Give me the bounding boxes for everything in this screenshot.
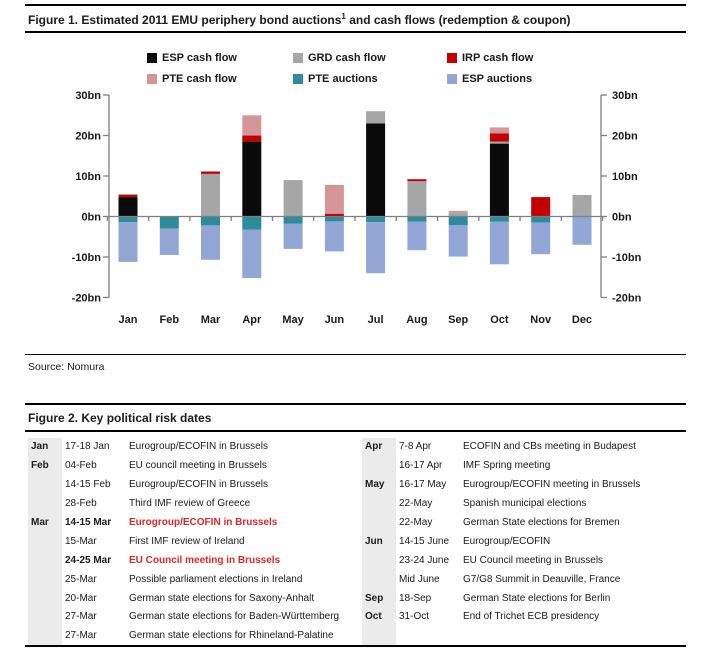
event-cell: Eurogroup/ECOFIN in Brussels <box>129 517 278 528</box>
risk-dates-table-left <box>25 438 357 646</box>
table-row <box>359 551 703 570</box>
event-cell: German state elections for Saxony-Anhalt <box>129 592 315 604</box>
bar-segment-esp-auctions <box>119 222 138 262</box>
month-cell: May <box>365 479 385 491</box>
y-axis-label-left: -20bn <box>71 292 101 305</box>
date-cell: 18-Sep <box>399 592 432 604</box>
bar-segment-pte-auctions <box>119 217 138 223</box>
event-cell: Eurogroup/ECOFIN in Brussels <box>129 441 268 453</box>
table-row <box>25 438 357 457</box>
event-cell: Eurogroup/ECOFIN in Brussels <box>129 479 268 491</box>
date-cell: 15-Mar <box>65 535 97 547</box>
y-axis-label-right: 10bn <box>612 171 638 183</box>
y-axis-label-left: 10bn <box>75 171 101 183</box>
bar-segment-pte-cash-flow <box>325 185 344 214</box>
month-cell: Sep <box>365 592 384 604</box>
axis-labels <box>72 90 642 326</box>
table-row <box>25 495 357 514</box>
month-cell: Feb <box>31 460 49 472</box>
y-axis-label-left: 30bn <box>75 90 101 102</box>
date-cell: Mid June <box>399 573 440 585</box>
table-row <box>359 532 703 551</box>
table-row <box>25 532 357 551</box>
bar-segment-esp-auctions <box>160 229 179 255</box>
x-axis-label: Dec <box>571 314 593 326</box>
bar-segment-pte-cash-flow <box>449 211 468 213</box>
top-rule <box>25 4 686 6</box>
date-cell: 14-15 June <box>399 535 450 547</box>
bar-segment-esp-cash-flow <box>242 142 261 217</box>
y-axis-label-left: 0bn <box>81 211 101 224</box>
x-axis-label: Apr <box>242 314 262 326</box>
event-cell: First IMF review of Ireland <box>129 535 245 547</box>
figure2-title-underline <box>25 430 686 432</box>
x-axis-label: Nov <box>530 314 552 326</box>
bar-segment-esp-auctions <box>531 223 550 255</box>
legend-label: IRP cash flow <box>462 52 534 64</box>
bar-segment-esp-cash-flow <box>366 123 385 216</box>
table-row <box>25 589 357 608</box>
month-cell: Mar <box>31 517 49 528</box>
bar-segment-grd-cash-flow <box>490 142 509 144</box>
event-cell: German state elections for Baden-Württemberg <box>129 611 340 623</box>
y-axis-label-right: -20bn <box>612 292 642 305</box>
table-row <box>25 570 357 589</box>
bar-segment-esp-auctions <box>449 225 468 257</box>
month-cell: Jan <box>31 441 49 453</box>
table-row <box>25 514 357 533</box>
bar-segment-esp-auctions <box>407 222 426 250</box>
bar-segment-esp-cash-flow <box>490 144 509 217</box>
y-axis-label-left: 20bn <box>75 130 101 143</box>
bar-segment-irp-cash-flow <box>531 197 550 216</box>
bar-segment-pte-auctions <box>407 217 426 222</box>
date-cell: 27-Mar <box>65 611 97 623</box>
event-cell: Eurogroup/ECOFIN meeting in Brussels <box>463 479 641 491</box>
table-row <box>25 627 357 646</box>
risk-dates-table-right <box>359 438 703 646</box>
bar-segment-pte-auctions <box>490 217 509 222</box>
date-cell: 24-25 Mar <box>65 554 112 566</box>
table-row <box>359 495 703 514</box>
table-row <box>25 608 357 627</box>
bar-segment-pte-auctions <box>325 217 344 222</box>
date-cell: 16-17 May <box>399 479 447 491</box>
table-row <box>359 589 703 608</box>
table-row <box>25 551 357 570</box>
event-cell: Eurogroup/ECOFIN <box>463 535 551 547</box>
figure1-title <box>28 12 571 27</box>
bar-segment-esp-cash-flow <box>119 197 138 216</box>
bar-segment-irp-cash-flow <box>201 172 220 174</box>
bar-segment-esp-auctions <box>325 221 344 251</box>
date-cell: 17-18 Jan <box>65 441 110 453</box>
bar-segment-grd-cash-flow <box>284 180 303 216</box>
x-axis-label: Feb <box>159 314 180 326</box>
bars <box>119 111 592 278</box>
bar-segment-esp-auctions <box>284 224 303 249</box>
event-cell: G7/G8 Summit in Deauville, France <box>463 573 621 585</box>
y-axis-label-left: -10bn <box>71 252 101 264</box>
table-rows <box>359 438 703 627</box>
bar-segment-esp-auctions <box>490 222 509 264</box>
date-cell: 16-17 Apr <box>399 460 443 472</box>
x-axis-label: Sep <box>448 314 469 326</box>
table-row <box>359 514 703 533</box>
date-cell: 14-15 Mar <box>65 517 112 528</box>
bar-segment-pte-auctions <box>160 217 179 229</box>
bar-segment-esp-auctions <box>573 217 592 245</box>
bar-segment-grd-cash-flow <box>366 111 385 123</box>
table-row <box>359 438 703 457</box>
x-axis-label: Jan <box>118 314 138 326</box>
event-cell: Spanish municipal elections <box>463 498 587 510</box>
legend-label: PTE auctions <box>308 73 378 85</box>
month-cell: Apr <box>365 441 383 453</box>
date-cell: 20-Mar <box>65 592 97 604</box>
date-cell: 28-Feb <box>65 498 97 510</box>
bar-segment-grd-cash-flow <box>201 174 220 217</box>
figure1-title-text: Figure 1. Estimated 2011 EMU periphery bond auctions <box>28 13 342 27</box>
bar-segment-esp-auctions <box>201 225 220 259</box>
table-row <box>359 570 703 589</box>
event-cell: Third IMF review of Greece <box>129 498 251 510</box>
y-axis-label-right: 20bn <box>612 130 638 143</box>
month-cell: Jun <box>365 535 383 547</box>
bar-segment-irp-cash-flow <box>242 136 261 142</box>
bar-segment-grd-cash-flow <box>573 195 592 217</box>
legend-label: ESP auctions <box>462 73 533 85</box>
table-rows <box>25 438 357 646</box>
table-row <box>359 457 703 476</box>
x-axis-label: Jul <box>367 314 384 326</box>
figure2-title: Figure 2. Key political risk dates <box>28 411 212 425</box>
figure1-title-underline <box>25 31 686 33</box>
date-cell: 04-Feb <box>65 460 97 472</box>
date-cell: 25-Mar <box>65 573 97 585</box>
date-cell: 22-May <box>399 498 433 510</box>
bar-segment-esp-auctions <box>242 230 261 279</box>
event-cell: German State elections for Berlin <box>463 592 611 604</box>
date-cell: 23-24 June <box>399 554 450 566</box>
date-cell: 7-8 Apr <box>399 441 432 453</box>
table-row <box>25 476 357 495</box>
event-cell: German state elections for Rhineland-Palatine <box>129 630 334 642</box>
bar-segment-esp-auctions <box>366 222 385 273</box>
figure1-title-text-cont: and cash flows (redemption & coupon) <box>345 13 571 27</box>
event-cell: Possible parliament elections in Ireland <box>129 573 303 585</box>
table-row <box>25 457 357 476</box>
bar-segment-pte-auctions <box>366 217 385 223</box>
axes <box>103 95 607 298</box>
bar-segment-pte-auctions <box>531 217 550 223</box>
month-cell: Oct <box>365 611 382 623</box>
legend-label: GRD cash flow <box>308 52 386 64</box>
event-cell: German State elections for Bremen <box>463 517 620 528</box>
bar-segment-irp-cash-flow <box>407 179 426 181</box>
event-cell: EU Council meeting in Brussels <box>129 554 281 566</box>
bar-segment-irp-cash-flow <box>119 195 138 197</box>
bar-segment-pte-auctions <box>201 217 220 226</box>
bar-segment-pte-cash-flow <box>490 127 509 133</box>
legend-label: PTE cash flow <box>162 73 237 85</box>
bar-segment-pte-cash-flow <box>242 115 261 135</box>
x-axis-label: May <box>282 314 304 326</box>
legend-label: ESP cash flow <box>162 52 237 64</box>
bar-segment-pte-auctions <box>284 217 303 224</box>
y-axis-label-right: -10bn <box>612 252 642 264</box>
figure2-top-rule <box>25 403 686 405</box>
table-row <box>359 476 703 495</box>
x-axis-label: Aug <box>406 314 428 326</box>
date-cell: 31-Oct <box>399 611 430 623</box>
bar-segment-irp-cash-flow <box>490 134 509 142</box>
event-cell: ECOFIN and CBs meeting in Budapest <box>463 441 636 453</box>
x-axis-label: Mar <box>200 314 221 326</box>
date-cell: 14-15 Feb <box>65 479 111 491</box>
figure1-chart <box>0 40 708 350</box>
x-axis-label: Jun <box>324 314 345 326</box>
date-cell: 27-Mar <box>65 630 97 642</box>
figure2-bottom-rule <box>25 645 686 647</box>
event-cell: EU Council meeting in Brussels <box>463 554 604 566</box>
bar-segment-pte-auctions <box>242 217 261 230</box>
date-cell: 22-May <box>399 517 433 528</box>
source-note: Source: Nomura <box>28 361 105 373</box>
event-cell: IMF Spring meeting <box>463 460 551 472</box>
y-axis-label-right: 0bn <box>612 211 632 224</box>
bar-segment-pte-auctions <box>449 217 468 226</box>
figure1-title-footnote-mark: 1 <box>341 12 346 21</box>
table-row <box>359 608 703 627</box>
x-axis-label: Oct <box>490 314 509 326</box>
bar-segment-grd-cash-flow <box>407 181 426 216</box>
event-cell: EU council meeting in Brussels <box>129 460 267 472</box>
event-cell: End of Trichet ECB presidency <box>463 611 600 623</box>
figure1-bottom-rule <box>25 354 686 355</box>
y-axis-label-right: 30bn <box>612 90 638 102</box>
